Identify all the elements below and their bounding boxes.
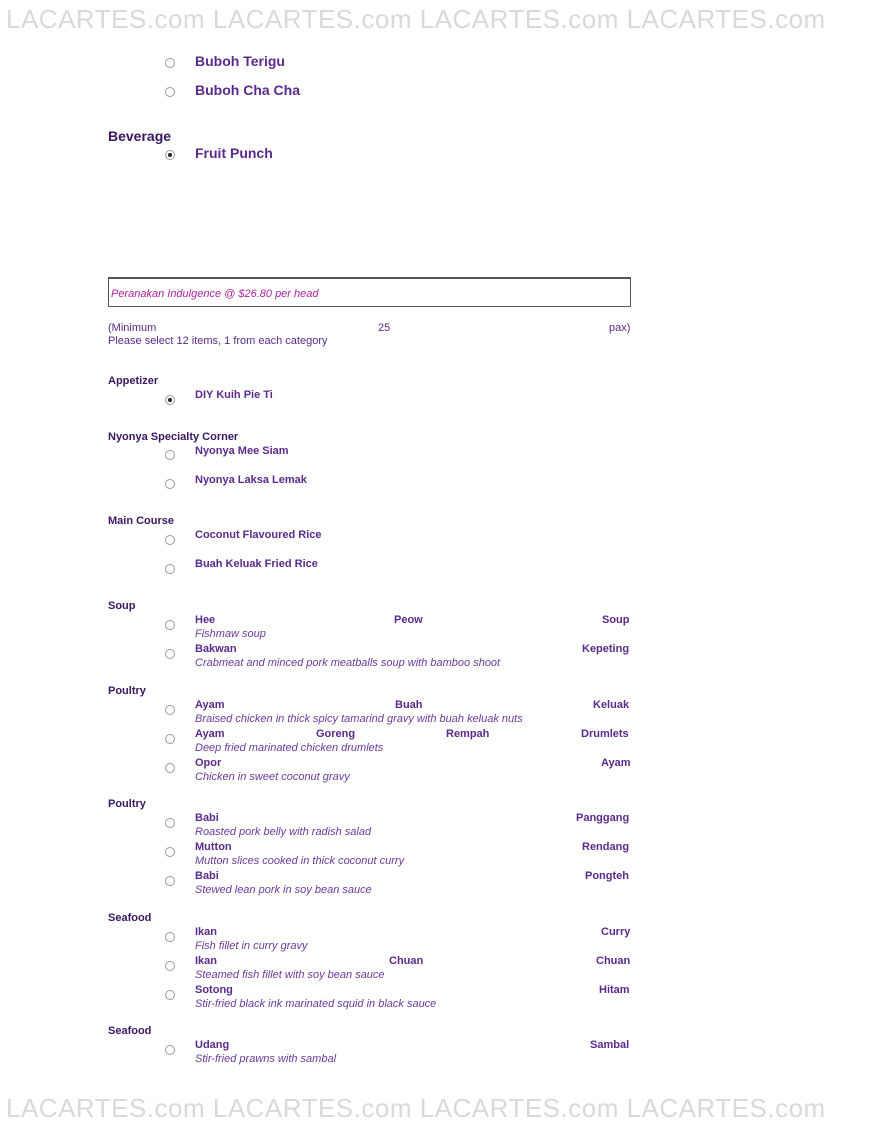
item-word: Chuan xyxy=(596,955,631,967)
radio-diy-kuih-pie-ti[interactable] xyxy=(165,395,175,405)
item-word: Ikan xyxy=(195,926,218,938)
item-word: Peow xyxy=(394,614,423,626)
item-description: Roasted pork belly with radish salad xyxy=(195,826,372,838)
item-word: Soup xyxy=(602,614,630,626)
radio-keluak-fried-rice[interactable] xyxy=(165,564,175,574)
item-label: Fruit Punch xyxy=(195,145,273,161)
category-beverage: Beverage xyxy=(108,128,172,144)
category-soup: Soup xyxy=(108,600,136,612)
item-word: Keluak xyxy=(593,699,630,711)
item-word: Pongteh xyxy=(585,870,629,882)
radio-sotong-hitam[interactable] xyxy=(165,990,175,1000)
radio-opor-ayam[interactable] xyxy=(165,763,175,773)
radio-babi-panggang[interactable] xyxy=(165,818,175,828)
package-title: Peranakan Indulgence @ $26.80 per head xyxy=(111,288,319,300)
instruction: Please select 12 items, 1 from each category xyxy=(108,335,328,347)
item-word: Babi xyxy=(195,812,219,824)
item-word: Udang xyxy=(195,1039,230,1051)
radio-babi-pongteh[interactable] xyxy=(165,876,175,886)
item-description: Mutton slices cooked in thick coconut curry xyxy=(195,855,405,867)
item-label: Buah Keluak Fried Rice xyxy=(195,558,318,570)
item-word: Mutton xyxy=(195,841,232,853)
item-word: Sotong xyxy=(195,984,233,996)
item-word: Buah xyxy=(395,699,423,711)
item-word: Curry xyxy=(601,926,631,938)
item-word: Kepeting xyxy=(582,643,630,655)
item-description: Crabmeat and minced pork meatballs soup with bamboo shoot xyxy=(195,657,501,669)
item-description: Braised chicken in thick spicy tamarind gravy with buah keluak nuts xyxy=(195,713,523,725)
radio-buboh-terigu[interactable] xyxy=(165,58,175,68)
item-word: Rempah xyxy=(446,728,490,740)
radio-nyonya-laksa[interactable] xyxy=(165,479,175,489)
radio-coconut-rice[interactable] xyxy=(165,535,175,545)
item-word: Bakwan xyxy=(195,643,237,655)
category-seafood: Seafood xyxy=(108,912,152,924)
item-word: Sambal xyxy=(590,1039,630,1051)
item-word: Drumlets xyxy=(581,728,629,740)
radio-mutton-rendang[interactable] xyxy=(165,847,175,857)
item-label: Buboh Cha Cha xyxy=(195,82,300,98)
item-word: Babi xyxy=(195,870,219,882)
item-label: Coconut Flavoured Rice xyxy=(195,529,322,541)
item-word: Rendang xyxy=(582,841,630,853)
item-word: Ikan xyxy=(195,955,218,967)
radio-hee-peow-soup[interactable] xyxy=(165,620,175,630)
item-description: Fishmaw soup xyxy=(195,628,266,640)
radio-nyonya-mee-siam[interactable] xyxy=(165,450,175,460)
item-description: Chicken in sweet coconut gravy xyxy=(195,771,350,783)
category-poultry: Poultry xyxy=(108,685,146,697)
radio-ayam-goreng-rempah[interactable] xyxy=(165,734,175,744)
category-main-course: Main Course xyxy=(108,515,175,527)
item-label: DIY Kuih Pie Ti xyxy=(195,389,273,401)
item-word: Panggang xyxy=(576,812,630,824)
item-word: Chuan xyxy=(389,955,424,967)
radio-ayam-buah-keluak[interactable] xyxy=(165,705,175,715)
radio-fruit-punch[interactable] xyxy=(165,150,175,160)
item-word: Goreng xyxy=(316,728,356,740)
minimum-label: (Minimum xyxy=(108,322,157,334)
item-label: Nyonya Laksa Lemak xyxy=(195,474,307,486)
radio-bakwan-kepeting[interactable] xyxy=(165,649,175,659)
category-poultry: Poultry xyxy=(108,798,146,810)
item-label: Nyonya Mee Siam xyxy=(195,445,289,457)
package-title-box xyxy=(108,277,631,307)
item-word: Ayam xyxy=(195,699,225,711)
radio-buboh-cha-cha[interactable] xyxy=(165,87,175,97)
watermark-bottom: LACARTES.com LACARTES.com LACARTES.com LACARTES.com xyxy=(6,1093,826,1123)
item-description: Deep fried marinated chicken drumlets xyxy=(195,742,384,754)
watermark-top: LACARTES.com LACARTES.com LACARTES.com LACARTES.com xyxy=(6,4,826,34)
category-nyonya: Nyonya Specialty Corner xyxy=(108,431,239,443)
item-word: Hitam xyxy=(599,984,630,996)
radio-udang-sambal[interactable] xyxy=(165,1045,175,1055)
item-description: Steamed fish fillet with soy bean sauce xyxy=(195,969,385,981)
item-description: Stewed lean pork in soy bean sauce xyxy=(195,884,372,896)
item-word: Ayam xyxy=(195,728,225,740)
item-label: Buboh Terigu xyxy=(195,53,285,69)
category-seafood: Seafood xyxy=(108,1025,152,1037)
item-description: Stir-fried prawns with sambal xyxy=(195,1053,337,1065)
item-word: Ayam xyxy=(601,757,631,769)
item-description: Fish fillet in curry gravy xyxy=(195,940,308,952)
item-description: Stir-fried black ink marinated squid in black sauce xyxy=(195,998,437,1010)
radio-ikan-curry[interactable] xyxy=(165,932,175,942)
item-word: Hee xyxy=(195,614,216,626)
minimum-unit: pax) xyxy=(609,322,631,334)
minimum-value: 25 xyxy=(378,322,391,334)
item-word: Opor xyxy=(195,757,222,769)
category-appetizer: Appetizer xyxy=(108,375,159,387)
radio-ikan-chuan-chuan[interactable] xyxy=(165,961,175,971)
